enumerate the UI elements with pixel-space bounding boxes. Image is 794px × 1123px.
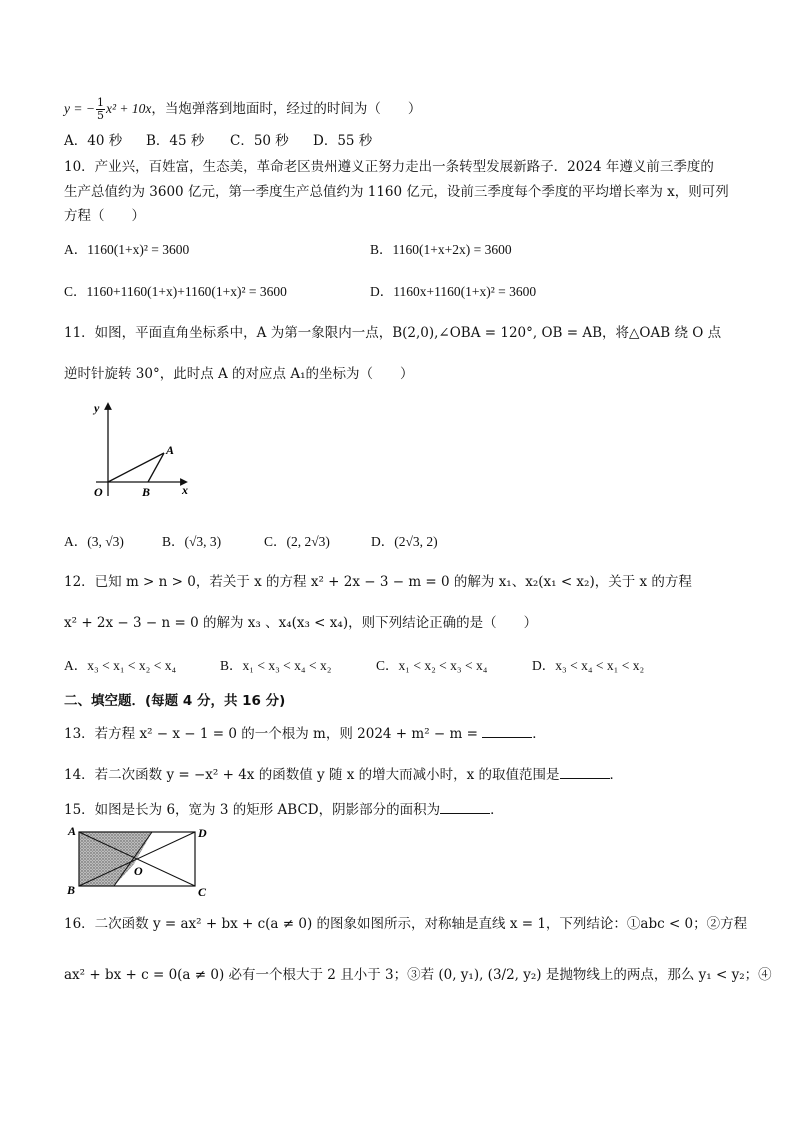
q10-option-a: A．1160(1+x)² = 3600	[64, 242, 190, 257]
q10-line2: 生产总值约为 3600 亿元，第一季度生产总值约为 1160 亿元，设前三季度每个季度的平均增长率为 x，则可列	[64, 184, 729, 200]
q12-option-b: B．x₁ < x₃ < x₄ < x₂	[220, 658, 332, 673]
q11-label-o: O	[94, 485, 103, 499]
q9-line	[64, 97, 421, 122]
q11-option-d: D．(2√3, 2)	[371, 534, 438, 549]
q15-label-b: B	[67, 883, 76, 897]
q12-option-d: D．x₃ < x₄ < x₁ < x₂	[532, 658, 645, 673]
q15-line	[64, 799, 504, 820]
q9-option-a: A．40 秒	[64, 133, 123, 149]
q15-label-a: A	[68, 824, 77, 838]
q10-line1: 10．产业兴，百姓富，生态美，革命老区贵州遵义正努力走出一条转型发展新路子．2024 年遵义前三季度的	[64, 159, 714, 175]
q11-line2: 逆时针旋转 30°，此时点 A 的对应点 A₁的坐标为（ ）	[64, 366, 414, 382]
q9-option-b: B．45 秒	[146, 133, 205, 149]
q13-answer-blank[interactable]	[482, 723, 532, 738]
q14-text: 14．若二次函数 y = −x² + 4x 的函数值 y 随 x 的增大而减小时，x 的取值范围是	[64, 767, 560, 783]
q13-period: ．	[532, 726, 546, 742]
q12-line2: x² + 2x − 3 − n = 0 的解为 x₃ 、x₄(x₃ < x₄)，则下列结论正确的是（ ）	[64, 615, 538, 631]
q10-option-c: C．1160+1160(1+x)+1160(1+x)² = 3600	[64, 284, 287, 299]
q11-label-y: y	[94, 401, 100, 415]
q15-figure	[66, 822, 216, 898]
q11-option-b: B．(√3, 3)	[162, 534, 222, 549]
section-title-fill-in: 二、填空题．(每题 4 分，共 16 分)	[64, 693, 286, 709]
q15-label-o: O	[134, 864, 143, 878]
q9-option-c: C．50 秒	[230, 133, 289, 149]
q15-period: ．	[490, 802, 504, 818]
q10-option-d: D．1160x+1160(1+x)² = 3600	[370, 284, 537, 299]
q12-line1: 12．已知 m > n > 0，若关于 x 的方程 x² + 2x − 3 − m = 0 的解为 x₁、x₂(x₁ < x₂)，关于 x 的方程	[64, 574, 692, 590]
q14-answer-blank[interactable]	[560, 764, 610, 779]
q12-option-a: A．x₃ < x₁ < x₂ < x₄	[64, 658, 177, 673]
q9-fraction: $\frac{1}{5}$	[96, 96, 104, 122]
q11-option-c: C．(2, 2√3)	[264, 534, 330, 549]
q13-line	[64, 723, 546, 744]
q11-label-x: x	[182, 483, 188, 497]
q11-line1: 11．如图，平面直角坐标系中，A 为第一象限内一点，B(2,0),∠OBA = 120°, OB = AB，将△OAB 绕 O 点	[64, 325, 722, 341]
q15-label-d: D	[198, 826, 207, 840]
q9-text: ，当炮弹落到地面时，经过的时间为（ ）	[151, 101, 422, 117]
q16-line1: 16．二次函数 y = ax² + bx + c(a ≠ 0) 的图象如图所示，对称轴是直线 x = 1，下列结论：①abc < 0；②方程	[64, 916, 748, 932]
q15-answer-blank[interactable]	[440, 799, 490, 814]
q11-label-a: A	[166, 443, 175, 457]
q14-period: ．	[609, 767, 624, 783]
q11-option-a: A．(3, √3)	[64, 534, 124, 549]
q9-formula-suffix: x² + 10x	[105, 101, 152, 116]
q11-figure	[86, 398, 196, 502]
q16-line2: ax² + bx + c = 0(a ≠ 0) 必有一个根大于 2 且小于 3；③若 (0, y₁), (3/2, y₂) 是抛物线上的两点，那么 y₁ < y₂；④	[64, 967, 772, 983]
q15-text: 15．如图是长为 6，宽为 3 的矩形 ABCD，阴影部分的面积为	[64, 802, 441, 818]
q9-option-d: D．55 秒	[313, 133, 373, 149]
q12-option-c: C．x₁ < x₂ < x₃ < x₄	[376, 658, 488, 673]
q9-formula-prefix: y = −	[64, 101, 95, 116]
q10-line3: 方程（ ）	[64, 208, 145, 224]
q10-option-b: B．1160(1+x+2x) = 3600	[370, 242, 512, 257]
q14-line	[64, 764, 623, 785]
q11-label-b: B	[142, 485, 151, 499]
q15-label-c: C	[198, 885, 207, 898]
q13-text: 13．若方程 x² − x − 1 = 0 的一个根为 m，则 2024 + m² − m =	[64, 726, 478, 742]
